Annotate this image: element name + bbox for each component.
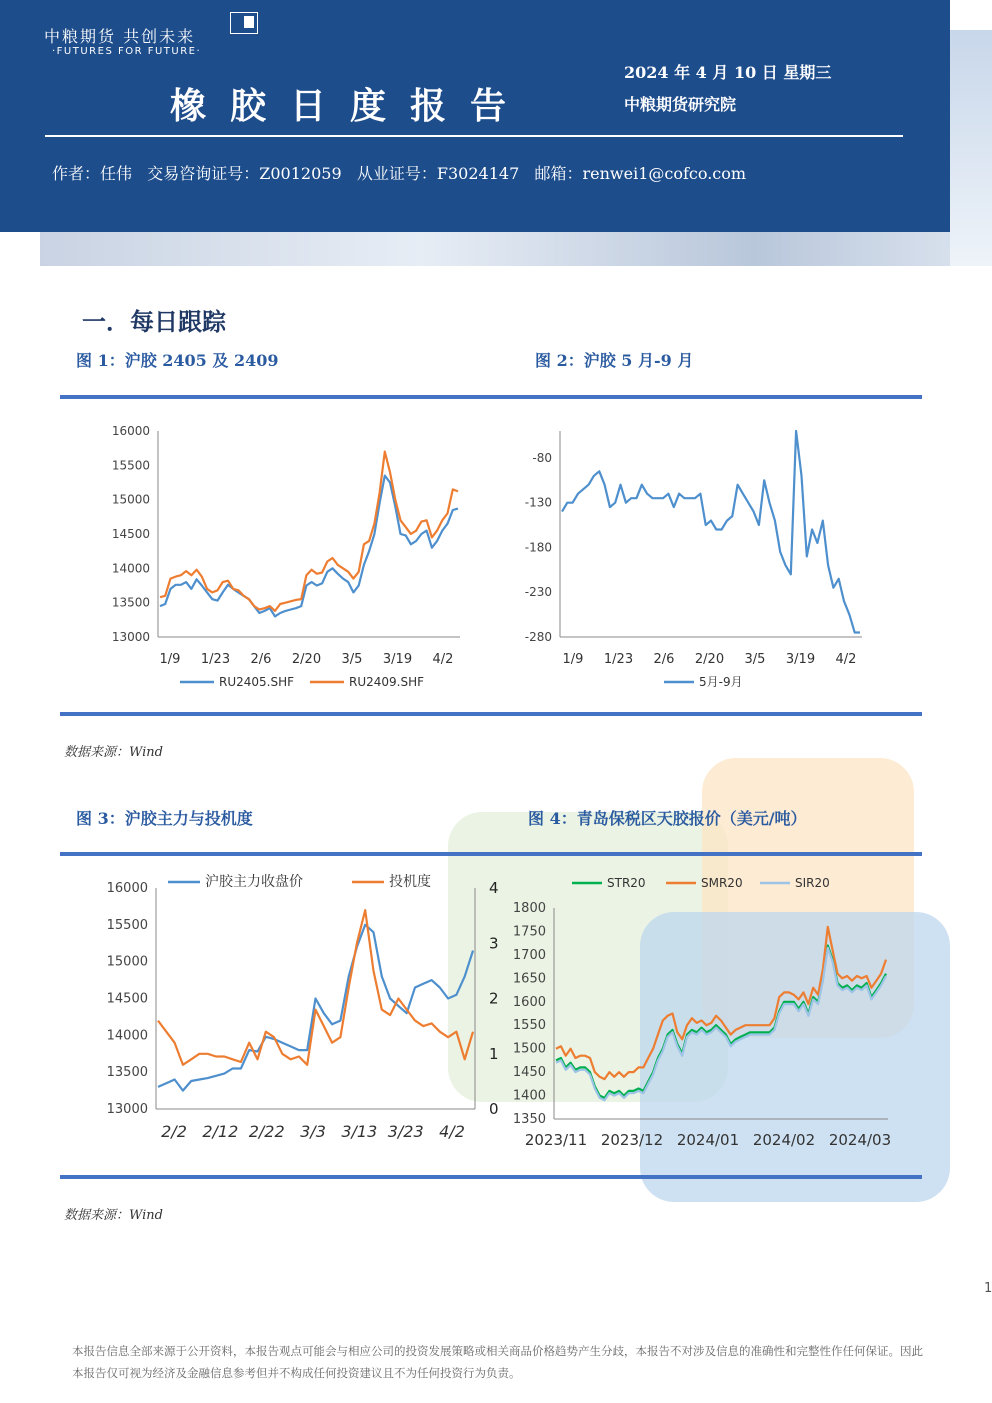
author-line: 作者：任伟 交易咨询证号：Z0012059 从业证号：F3024147 邮箱：renwei1@cofco.com (52, 164, 747, 183)
x-tick-label: 4/2 (432, 652, 454, 667)
y-tick-label: 15500 (111, 458, 150, 473)
figure-rule-bottom-1 (60, 712, 922, 716)
legend-label-5月-9月: 5月-9月 (699, 675, 743, 689)
x-tick-label: 3/19 (382, 652, 413, 667)
logo-slogan: ·FUTURES FOR FUTURE· (52, 46, 202, 57)
series-line-RU2409.SHF (160, 452, 458, 611)
y-tick-label: -130 (524, 495, 552, 510)
y-tick-label: 14500 (106, 991, 148, 1007)
y-tick-label: 13000 (106, 1102, 148, 1117)
x-tick-label: 2024/01 (676, 1131, 740, 1149)
x-tick-label: 3/13 (341, 1122, 378, 1141)
y-tick-label: 13500 (106, 1065, 148, 1081)
x-tick-label: 3/5 (341, 652, 363, 667)
fig1-title: 图 1：沪胶 2405 及 2409 (76, 351, 279, 370)
x-tick-label: 2024/02 (752, 1131, 816, 1149)
header-banner-image (40, 232, 992, 266)
x-tick-label: 1/9 (562, 652, 584, 667)
y-tick-label: 16000 (106, 881, 148, 896)
series-line-沪胶主力收盘价 (158, 925, 473, 1091)
series-line-5月-9月 (562, 431, 860, 633)
data-source-1: 数据来源：Wind (64, 745, 163, 760)
figure-rule-top-1 (60, 395, 922, 399)
legend-label-投机度: 投机度 (389, 874, 431, 890)
legend-label-RU2409.SHF: RU2409.SHF (349, 675, 425, 689)
logo-text: 中粮期货 共创未来 (44, 27, 196, 46)
y-tick-label: 15000 (111, 492, 150, 507)
x-tick-label: 2024/03 (828, 1131, 892, 1149)
chart-ru2405-ru2409 (60, 405, 490, 705)
x-tick-label: 2023/12 (600, 1131, 664, 1149)
y2-tick-label: 0 (489, 1100, 499, 1118)
x-tick-label: 3/23 (387, 1122, 424, 1141)
y-tick-label: 13000 (111, 630, 150, 644)
y-tick-label: -280 (524, 630, 552, 644)
legend-label-沪胶主力收盘价: 沪胶主力收盘价 (205, 874, 303, 890)
figure-rule-top-2 (60, 852, 922, 856)
chart-may-sep-spread (500, 405, 920, 705)
y2-tick-label: 2 (489, 989, 499, 1008)
y2-tick-label: 1 (489, 1044, 499, 1063)
section-title: 一．每日跟踪 (82, 307, 226, 336)
report-date: 2024 年 4 月 10 日 星期三 (624, 63, 832, 82)
x-tick-label: 3/5 (744, 652, 766, 667)
x-tick-label: 2023/11 (524, 1131, 588, 1149)
series-line-SMR20 (556, 927, 886, 1079)
data-source-2: 数据来源：Wind (64, 1208, 163, 1223)
y-tick-label: 15000 (106, 954, 148, 970)
x-tick-label: 3/19 (785, 652, 816, 667)
chart-qingdao-bonded-quotes (500, 862, 920, 1162)
y-tick-label: 1700 (512, 947, 546, 963)
fig2-title: 图 2：沪胶 5 月-9 月 (535, 351, 694, 370)
y2-tick-label: 3 (489, 934, 499, 953)
legend-label-RU2405.SHF: RU2405.SHF (219, 675, 295, 689)
disclaimer: 本报告信息全部来源于公开资料，本报告观点可能会与相应公司的投资发展策略或相关商品价格趋势产生分歧，本报告不对涉及信息的准确性和完整性作任何保证。因此本报告仅可视为经济及金融信息参考但并不构成任何投资建议且不为任何投资行为负责。 (72, 1344, 923, 1380)
y-tick-label: 13500 (111, 595, 150, 610)
y-tick-label: -230 (524, 585, 552, 600)
y-tick-label: 14500 (111, 527, 150, 541)
header-banner-edge (950, 30, 992, 266)
y-tick-label: 1400 (512, 1088, 546, 1104)
x-tick-label: 1/23 (200, 652, 231, 667)
x-tick-label: 2/12 (202, 1122, 239, 1141)
y-tick-label: 1800 (512, 901, 546, 916)
x-tick-label: 2/20 (694, 652, 725, 667)
series-line-RU2405.SHF (160, 476, 458, 617)
report-header (0, 0, 950, 232)
x-tick-label: 2/2 (161, 1122, 187, 1141)
institute-name: 中粮期货研究院 (624, 95, 737, 114)
fig4-title: 图 4：青岛保税区天胶报价（美元/吨） (528, 809, 807, 828)
y-tick-label: 1600 (512, 994, 546, 1010)
y-tick-label: 16000 (111, 424, 150, 438)
y-tick-label: 14000 (106, 1028, 148, 1044)
y-tick-label: 1550 (512, 1018, 546, 1034)
page-number: 1 (984, 1281, 992, 1296)
header-divider (45, 135, 903, 137)
legend-label-SMR20: SMR20 (701, 876, 743, 890)
x-tick-label: 4/2 (835, 652, 857, 667)
x-tick-label: 4/2 (439, 1122, 465, 1141)
y-tick-label: 1500 (512, 1041, 546, 1057)
y-tick-label: 1450 (512, 1065, 546, 1081)
y-tick-label: 14000 (111, 561, 150, 576)
logo-icon (230, 12, 258, 34)
x-tick-label: 3/3 (300, 1122, 326, 1141)
x-tick-label: 1/9 (159, 652, 181, 667)
y-tick-label: 1750 (512, 924, 546, 940)
chart-main-contract-speculation (60, 862, 520, 1162)
legend-label-STR20: STR20 (607, 876, 646, 890)
fig3-title: 图 3：沪胶主力与投机度 (76, 809, 253, 828)
y-tick-label: -80 (532, 450, 552, 465)
x-tick-label: 2/20 (291, 652, 322, 667)
x-tick-label: 2/6 (653, 652, 675, 667)
figure-rule-bottom-2 (60, 1175, 922, 1179)
x-tick-label: 2/22 (248, 1122, 285, 1141)
y-tick-label: 1650 (512, 971, 546, 987)
report-title: 橡胶日度报告 (170, 85, 531, 127)
y-tick-label: 15500 (106, 917, 148, 933)
series-line-投机度 (158, 910, 473, 1065)
x-tick-label: 2/6 (250, 652, 272, 667)
legend-label-SIR20: SIR20 (795, 876, 830, 890)
y-tick-label: 1350 (512, 1112, 546, 1127)
y2-tick-label: 4 (489, 879, 499, 897)
x-tick-label: 1/23 (603, 652, 634, 667)
y-tick-label: -180 (524, 540, 552, 555)
